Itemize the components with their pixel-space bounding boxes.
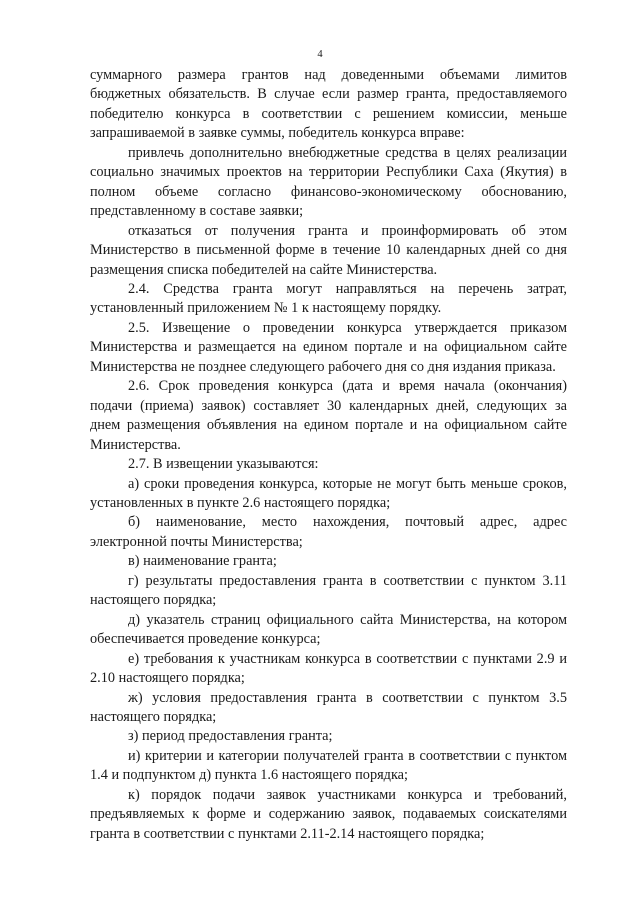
paragraph: отказаться от получения гранта и проинформировать об этом Министерство в письменной форме в течение 10 календарных дней со дня размещения списка победителей на сайте Министерства. xyxy=(90,222,567,278)
list-item: г) результаты предоставления гранта в соответствии с пунктом 3.11 настоящего порядка; xyxy=(90,572,567,609)
body-text xyxy=(90,66,567,844)
list-item: и) критерии и категории получателей гранта в соответствии с пунктом 1.4 и подпунктом д) пункта 1.6 настоящего порядка; xyxy=(90,747,567,784)
paragraph: суммарного размера грантов над доведенными объемами лимитов бюджетных обязательств. В случае если размер гранта, предоставляемого победителю конкурса в соответствии с решением комиссии, меньше запрашиваемой в заявке суммы, победитель конкурса вправе: xyxy=(90,67,567,142)
list-item: ж) условия предоставления гранта в соответствии с пунктом 3.5 настоящего порядка; xyxy=(90,689,567,725)
list-item: к) порядок подачи заявок участниками конкурса и требований, предъявляемых к форме и содержанию заявок, подаваемых соискателями гранта в соответствии с пунктами 2.11-2.14 настоящего порядка; xyxy=(90,786,567,842)
list-item: б) наименование, место нахождения, почтовый адрес, адрес электронной почты Министерства; xyxy=(90,514,567,550)
list-item: в) наименование гранта; xyxy=(128,553,277,570)
paragraph: привлечь дополнительно внебюджетные средства в целях реализации социально значимых проектов на территории Республики Саха (Якутия) в полном объеме согласно финансово-экономическому обоснованию, представленному в составе заявки; xyxy=(90,144,567,220)
list-item: з) период предоставления гранта; xyxy=(128,728,333,745)
paragraph: 2.4. Средства гранта могут направляться на перечень затрат, установленный приложением № 1 к настоящему порядку. xyxy=(90,280,567,317)
page-number: 4 xyxy=(317,49,323,60)
list-item: е) требования к участникам конкурса в соответствии с пунктами 2.9 и 2.10 настоящего порядка; xyxy=(90,650,567,687)
paragraph: 2.5. Извещение о проведении конкурса утверждается приказом Министерства и размещается на едином портале и на официальном сайте Министерства не позднее следующего рабочего дня со дня издания приказа. xyxy=(90,319,567,375)
list-item: д) указатель страниц официального сайта Министерства, на котором обеспечивается проведение конкурса; xyxy=(90,611,567,648)
paragraph: 2.7. В извещении указываются: xyxy=(128,456,319,473)
list-item: а) сроки проведения конкурса, которые не могут быть меньше сроков, установленных в пункте 2.6 настоящего порядка; xyxy=(90,475,567,511)
paragraph: 2.6. Срок проведения конкурса (дата и время начала (окончания) подачи (приема) заявок) составляет 30 календарных дней, следующих за днем размещения объявления на едином портале и на официальном сайте Министерства. xyxy=(90,378,567,453)
